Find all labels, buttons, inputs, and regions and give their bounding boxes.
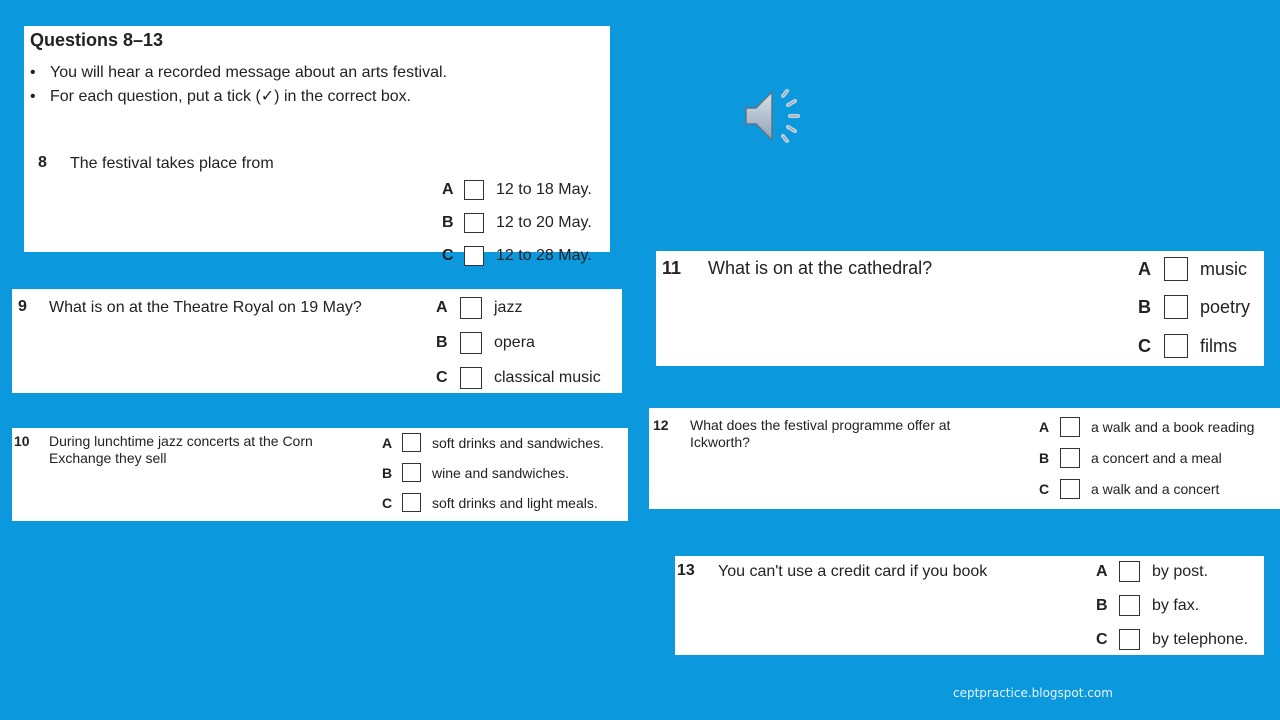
tick-box[interactable]	[402, 433, 421, 452]
tick-box[interactable]	[464, 213, 484, 233]
option-12a[interactable]	[1039, 417, 1254, 437]
instructions-list	[30, 64, 447, 110]
tick-box[interactable]	[460, 297, 482, 319]
option-12b[interactable]	[1039, 448, 1222, 468]
question-number: 10	[14, 433, 30, 449]
option-letter: B	[382, 464, 393, 481]
tick-box[interactable]	[402, 463, 421, 482]
option-letter: B	[442, 214, 454, 231]
option-letter: A	[1039, 419, 1050, 435]
option-text: opera	[494, 334, 535, 351]
option-letter: A	[1138, 258, 1151, 279]
tick-box[interactable]	[1060, 417, 1080, 437]
tick-box[interactable]	[1060, 448, 1080, 468]
question-number: 9	[18, 298, 27, 315]
option-letter: B	[1138, 296, 1151, 317]
option-text: classical music	[494, 369, 601, 386]
option-8b[interactable]	[442, 213, 592, 233]
option-9b[interactable]	[436, 332, 535, 354]
option-text: a concert and a meal	[1091, 450, 1222, 466]
tick-box[interactable]	[460, 332, 482, 354]
question-text: What is on at the Theatre Royal on 19 May?	[49, 299, 362, 316]
option-letter: C	[1138, 335, 1151, 356]
option-9a[interactable]	[436, 297, 522, 319]
option-12c[interactable]	[1039, 479, 1219, 499]
option-text: 12 to 28 May.	[496, 247, 592, 264]
option-text: wine and sandwiches.	[432, 464, 569, 481]
option-letter: A	[436, 299, 448, 316]
option-letter: C	[1096, 630, 1108, 648]
option-8c[interactable]	[442, 246, 592, 266]
option-letter: C	[442, 247, 454, 264]
tick-box[interactable]	[1119, 629, 1140, 650]
section-title: Questions 8–13	[30, 30, 164, 50]
instruction-item: • For each question, put a tick (✓) in the correct box.	[30, 86, 447, 106]
question-number: 13	[677, 562, 695, 579]
option-13b[interactable]	[1096, 595, 1199, 616]
option-letter: C	[1039, 481, 1050, 497]
option-letter: C	[382, 494, 393, 511]
tick-box[interactable]	[464, 180, 484, 200]
question-card-12	[649, 408, 1280, 509]
option-letter: A	[382, 434, 393, 451]
option-letter: A	[1096, 562, 1108, 580]
option-text: soft drinks and light meals.	[432, 494, 598, 511]
option-text: films	[1200, 335, 1237, 356]
option-11b[interactable]	[1138, 295, 1250, 319]
tick-box[interactable]	[1060, 479, 1080, 499]
question-text: What is on at the cathedral?	[708, 258, 933, 278]
question-text: You can't use a credit card if you book	[718, 563, 988, 580]
question-text: The festival takes place from	[70, 155, 274, 172]
option-letter: B	[436, 334, 448, 351]
option-letter: A	[442, 181, 454, 198]
option-text: jazz	[494, 299, 523, 316]
question-card-9	[12, 289, 622, 393]
option-10a[interactable]	[382, 433, 604, 452]
option-11c[interactable]	[1138, 334, 1237, 358]
option-9c[interactable]	[436, 367, 601, 389]
question-number: 8	[38, 154, 47, 171]
option-text: poetry	[1200, 296, 1251, 317]
option-text: by post.	[1152, 562, 1209, 580]
tick-box[interactable]	[402, 493, 421, 512]
question-card-8	[24, 26, 610, 264]
option-text: a walk and a book reading	[1091, 419, 1255, 435]
tick-box[interactable]	[1164, 295, 1188, 319]
question-card-11	[656, 251, 1264, 366]
option-text: 12 to 18 May.	[496, 181, 592, 198]
option-text: music	[1200, 258, 1248, 279]
question-text: During lunchtime jazz concerts at the Corn Exchange they sell	[49, 433, 313, 466]
tick-box[interactable]	[1164, 334, 1188, 358]
option-text: by telephone.	[1152, 630, 1249, 648]
option-13a[interactable]	[1096, 561, 1208, 582]
tick-box[interactable]	[460, 367, 482, 389]
option-8a[interactable]	[442, 180, 592, 200]
option-text: by fax.	[1152, 596, 1200, 614]
question-text: What does the festival programme offer at Ickworth?	[690, 417, 951, 450]
option-text: a walk and a concert	[1091, 481, 1220, 497]
option-13c[interactable]	[1096, 629, 1248, 650]
question-number: 11	[662, 258, 682, 278]
tick-box[interactable]	[464, 246, 484, 266]
speaker-audio-icon[interactable]	[742, 86, 808, 146]
question-number: 12	[653, 417, 669, 433]
option-10b[interactable]	[382, 463, 569, 482]
question-card-10	[12, 428, 628, 521]
tick-box[interactable]	[1119, 595, 1140, 616]
question-card-13	[675, 556, 1264, 655]
option-text: 12 to 20 May.	[496, 214, 592, 231]
option-text: soft drinks and sandwiches.	[432, 434, 604, 451]
option-letter: B	[1096, 596, 1108, 614]
option-letter: C	[436, 369, 448, 386]
option-letter: B	[1039, 450, 1050, 466]
tick-box[interactable]	[1164, 257, 1188, 281]
option-11a[interactable]	[1138, 257, 1247, 281]
option-10c[interactable]	[382, 493, 598, 512]
tick-box[interactable]	[1119, 561, 1140, 582]
footer-source-text: ceptpractice.blogspot.com	[953, 686, 1113, 700]
instruction-item: • You will hear a recorded message about an arts festival.	[30, 64, 447, 82]
